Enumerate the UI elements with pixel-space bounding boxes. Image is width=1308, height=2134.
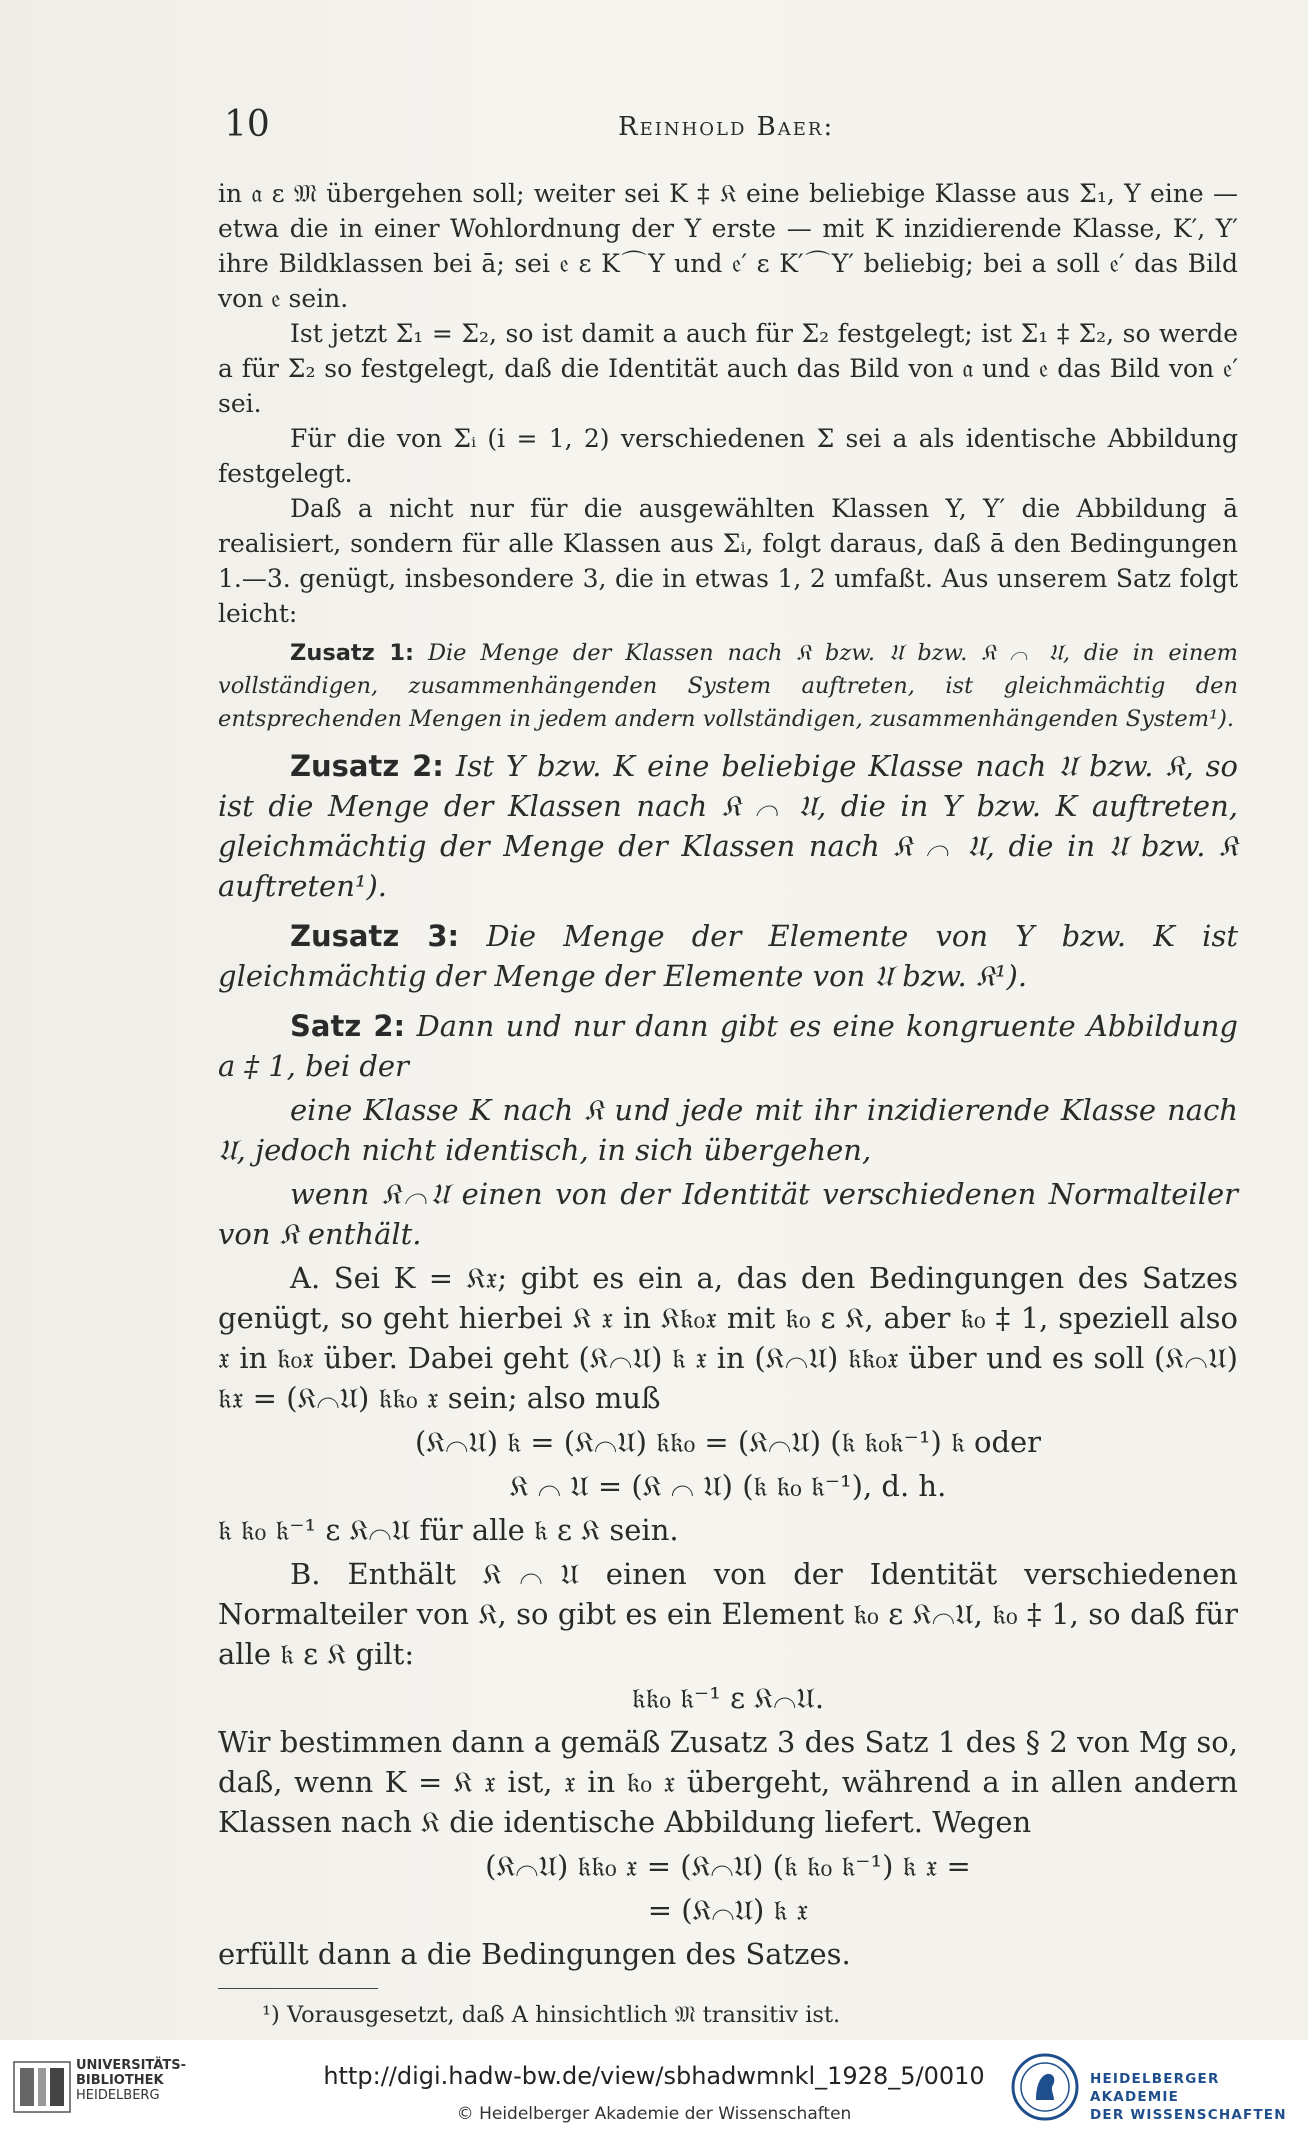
zusatz-3-text: Die Menge der Elemente von Y bzw. K ist gleichmächtig der Menge der Elemente von 𝔘 bzw. 𝔎¹).	[218, 919, 1238, 993]
academy-name: HEIDELBERGER AKADEMIE DER WISSENSCHAFTEN	[1090, 2071, 1287, 2123]
zusatz-3-lead: Zusatz 3:	[290, 919, 460, 953]
page-number: 10	[224, 104, 270, 145]
satz-2-condition-2: wenn 𝔎⌒𝔘 einen von der Identität verschiedenen Normalteiler von 𝔎 enthält.	[218, 1177, 1238, 1251]
proof-a-equation-2: 𝔎 ⌒ 𝔘 = (𝔎 ⌒ 𝔘) (𝔨 𝔨₀ 𝔨⁻¹), d. h.	[509, 1469, 947, 1503]
proof-a: A. Sei K = 𝔎𝔵; gibt es ein a, das den Bedingungen des Satzes genügt, so geht hierbei 𝔎 𝔵 in 𝔎𝔨₀𝔵 mit 𝔨₀ ε 𝔎, aber 𝔨₀ ‡ 1, speziell also 𝔵 in 𝔨₀𝔵 über. Dabei geht (𝔎⌒𝔘) 𝔨 𝔵 in (𝔎⌒𝔘) 𝔨𝔨₀𝔵 über und es soll (𝔎⌒𝔘) 𝔨𝔵 = (𝔎⌒𝔘) 𝔨𝔨₀ 𝔵 sein; also muß	[218, 1261, 1238, 1415]
proof-b-equation-1: 𝔨𝔨₀ 𝔨⁻¹ ε 𝔎⌒𝔘.	[631, 1681, 825, 1715]
page-body	[218, 176, 1238, 2031]
zusatz-2-text: Ist Y bzw. K eine beliebige Klasse nach 𝔘 bzw. 𝔎, so ist die Menge der Klassen nach 𝔎 ⌒ 𝔘, die in Y bzw. K auftreten, gleichmächtig der Menge der Klassen nach 𝔎 ⌒ 𝔘, die in 𝔘 bzw. 𝔎 auftreten¹).	[218, 749, 1239, 903]
paragraph-3: Für die von Σᵢ (i = 1, 2) verschiedenen Σ sei a als identische Abbildung festgelegt.	[218, 424, 1238, 488]
proof-b: B. Enthält 𝔎⌒𝔘 einen von der Identität verschiedenen Normalteiler von 𝔎, so gibt es ein Element 𝔨₀ ε 𝔎⌒𝔘, 𝔨₀ ‡ 1, so daß für alle 𝔨 ε 𝔎 gilt:	[218, 1557, 1238, 1671]
proof-a-conclusion: 𝔨 𝔨₀ 𝔨⁻¹ ε 𝔎⌒𝔘 für alle 𝔨 ε 𝔎 sein.	[218, 1513, 679, 1547]
academy-seal-icon	[1010, 2052, 1080, 2122]
satz-2	[218, 1006, 1238, 1086]
paragraph-1: in 𝔞 ε 𝔐 übergehen soll; weiter sei K ‡ 𝔎 eine beliebige Klasse aus Σ₁, Y eine — etwa die in einer Wohlordnung der Y erste — mit K inzidierende Klasse, K′, Y′ ihre Bildklassen bei ā; sei 𝔢 ε K⌒Y und 𝔢′ ε K′⌒Y′ beliebig; bei a soll 𝔢′ das Bild von 𝔢 sein.	[218, 179, 1238, 313]
satz-2-lead: Satz 2:	[290, 1009, 406, 1043]
zusatz-2-lead: Zusatz 2:	[290, 749, 444, 783]
paragraph-4: Daß a nicht nur für die ausgewählten Klassen Y, Y′ die Abbildung ā realisiert, sondern für alle Klassen aus Σᵢ, folgt daraus, daß ā den Bedingungen 1.—3. genügt, insbesondere 3, die in etwas 1, 2 umfaßt. Aus unserem Satz folgt leicht:	[218, 494, 1238, 628]
zusatz-2	[218, 746, 1238, 906]
proof-b-conclusion: erfüllt dann a die Bedingungen des Satzes.	[218, 1937, 851, 1971]
footnote: ¹) Vorausgesetzt, daß A hinsichtlich 𝔐 transitiv ist.	[262, 2002, 841, 2028]
running-title: Reinhold Baer:	[618, 112, 835, 142]
proof-b-equation-3: = (𝔎⌒𝔘) 𝔨 𝔵	[647, 1893, 809, 1927]
permalink-url[interactable]: http://digi.hadw-bw.de/view/sbhadwmnkl_1928_5/0010	[323, 2062, 985, 2090]
footnote-rule	[218, 1988, 378, 1989]
copyright-notice: © Heidelberger Akademie der Wissenschaften	[456, 2104, 852, 2124]
proof-a-equation-1: (𝔎⌒𝔘) 𝔨 = (𝔎⌒𝔘) 𝔨𝔨₀ = (𝔎⌒𝔘) (𝔨 𝔨₀𝔨⁻¹) 𝔨 oder	[414, 1425, 1042, 1459]
zusatz-3	[218, 916, 1238, 996]
zusatz-1	[218, 637, 1238, 736]
proof-b-equation-2: (𝔎⌒𝔘) 𝔨𝔨₀ 𝔵 = (𝔎⌒𝔘) (𝔨 𝔨₀ 𝔨⁻¹) 𝔨 𝔵 =	[485, 1849, 971, 1883]
zusatz-1-lead: Zusatz 1:	[290, 640, 415, 666]
university-library-name: UNIVERSITÄTS- BIBLIOTHEK HEIDELBERG	[76, 2058, 186, 2103]
proof-b-construction: Wir bestimmen dann a gemäß Zusatz 3 des Satz 1 des § 2 von Mg so, daß, wenn K = 𝔎 𝔵 ist, 𝔵 in 𝔨₀ 𝔵 übergeht, während a in allen andern Klassen nach 𝔎 die identische Abbildung liefert. Wegen	[218, 1725, 1238, 1839]
paragraph-2: Ist jetzt Σ₁ = Σ₂, so ist damit a auch für Σ₂ festgelegt; ist Σ₁ ‡ Σ₂, so werde a für Σ₂ so festgelegt, daß die Identität auch das Bild von 𝔞 und 𝔢 das Bild von 𝔢′ sei.	[218, 319, 1238, 418]
satz-2-condition-1: eine Klasse K nach 𝔎 und jede mit ihr inzidierende Klasse nach 𝔘, jedoch nicht identisch, in sich übergehen,	[218, 1093, 1238, 1167]
satz-2-text: Dann und nur dann gibt es eine kongruente Abbildung a ‡ 1, bei der	[218, 1009, 1238, 1083]
zusatz-1-text: Die Menge der Klassen nach 𝔎 bzw. 𝔘 bzw. 𝔎 ⌒ 𝔘, die in einem vollständigen, zusammenhängenden System auftreten, ist gleichmächtig den entsprechenden Mengen in jedem andern vollständigen, zusammenhängenden System¹).	[218, 640, 1238, 732]
